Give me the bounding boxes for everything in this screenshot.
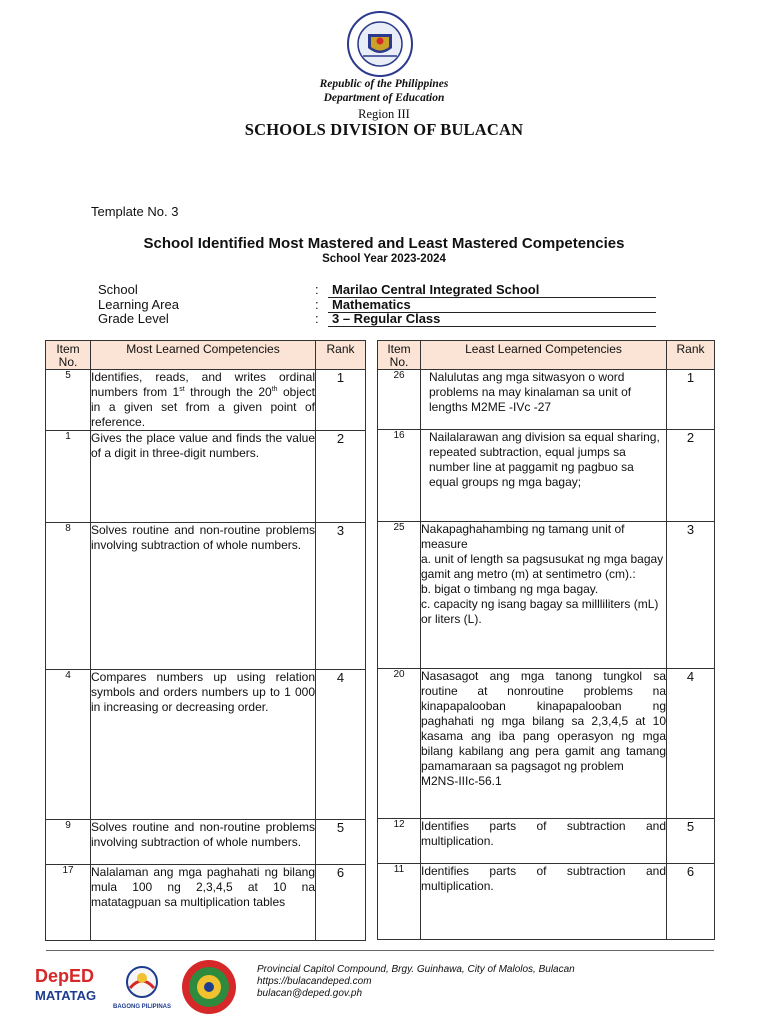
rank-value: 3 (316, 523, 366, 670)
table-row (378, 669, 715, 819)
rank-value: 6 (316, 865, 366, 941)
competency-text: Nalulutas ang mga sitwasyon o word problems na may kinalaman sa unit of lengths M2ME -IVc -27 (421, 370, 667, 430)
colon: : (315, 282, 319, 297)
school-year: School Year 2023-2024 (322, 253, 446, 265)
competency-text: Nalalaman ang mga paghahati ng bilang mula 100 ng 2,3,4,5 at 10 na matatagpuan sa multiplication tables (91, 865, 316, 941)
competency-text: Nailalarawan ang division sa equal sharing, repeated subtraction, equal jumps sa number line at paggamit ng pagbuo sa equal groups ng mga bagay; (421, 430, 667, 522)
svg-text:MATATAG: MATATAG (35, 988, 97, 1003)
rank-value: 2 (316, 431, 366, 523)
competency-text: Compares numbers up using relation symbols and orders numbers up to 1 000 in increasing or decreasing order. (91, 670, 316, 820)
rank-value: 1 (667, 370, 715, 430)
item-number: 17 (46, 865, 91, 941)
table-row (378, 522, 715, 669)
bagong-pilipinas-logo (112, 962, 172, 1012)
colon: : (315, 297, 319, 312)
item-number: 20 (378, 669, 421, 819)
rank-value: 3 (667, 522, 715, 669)
item-number: 9 (46, 820, 91, 865)
rank-value: 1 (316, 370, 366, 431)
rank-value: 6 (667, 864, 715, 940)
table-row (46, 820, 366, 865)
division-heading: SCHOOLS DIVISION OF BULACAN (244, 120, 524, 139)
competency-text: Nasasagot ang mga tanong tungkol sa routine at nonroutine problems na kinapapalooban kinapapalooban ng paghahati ng mga bilang sa 2,3,4,5 at 10 kasama ang iba pang operasyon ng mga bilang kabilang ang pera gamit ang tamang pamamaraan sa pagsagot ng problem M2NS-IIIc-56.1 (421, 669, 667, 819)
rank-header: Rank (316, 341, 366, 370)
footer-address: Provincial Capitol Compound, Brgy. Guinhawa, City of Malolos, Bulacan (257, 964, 575, 975)
footer-divider (46, 950, 714, 951)
competency-text: Solves routine and non-routine problems involving subtraction of whole numbers. (91, 523, 316, 670)
item-number: 26 (378, 370, 421, 430)
svg-text:BAGONG PILIPINAS: BAGONG PILIPINAS (112, 1004, 172, 1010)
item-number: 1 (46, 431, 91, 523)
competency-text: Nakapaghahambing ng tamang unit of measure a. unit of length sa pagsusukat ng mga bagay gamit ang metro (m) at sentimetro (cm).: b. bigat o timbang ng mga bagay. c. capacity ng isang bagay sa millliliters (mL) or liters (L). (421, 522, 667, 669)
table-row (46, 865, 366, 941)
rank-value: 5 (667, 819, 715, 864)
competency-text: Identifies, reads, and writes ordinal numbers from 1st through the 20th object in a given set from a given point of reference. (91, 370, 316, 429)
table-row (378, 430, 715, 522)
item-no-header: Item No. (378, 341, 421, 370)
republic-heading: Republic of the Philippines (319, 78, 449, 90)
department-heading: Department of Education (323, 92, 445, 104)
competency-text: Identifies parts of subtraction and multiplication. (421, 864, 667, 940)
competency-text: Identifies parts of subtraction and multiplication. (421, 819, 667, 864)
learning-area-value: Mathematics (328, 298, 656, 313)
table-row (46, 370, 366, 431)
footer-website[interactable]: https://bulacandeped.com (257, 976, 372, 987)
item-number: 4 (46, 670, 91, 820)
most-learned-table (45, 340, 366, 941)
svg-text:DepED: DepED (35, 966, 95, 986)
table-row (378, 370, 715, 430)
item-number: 11 (378, 864, 421, 940)
rank-value: 4 (316, 670, 366, 820)
bulacan-division-seal (178, 958, 240, 1016)
deped-matatag-logo (33, 960, 101, 1010)
rank-value: 5 (316, 820, 366, 865)
table-row (378, 864, 715, 940)
deped-seal-logo (335, 10, 425, 78)
least-learned-table (377, 340, 715, 940)
item-no-header: Item No. (46, 341, 91, 370)
rank-value: 4 (667, 669, 715, 819)
table-row (378, 819, 715, 864)
rank-value: 2 (667, 430, 715, 522)
item-number: 12 (378, 819, 421, 864)
footer-email[interactable]: bulacan@deped.gov.ph (257, 988, 363, 999)
grade-level-label: Grade Level (98, 311, 169, 326)
most-learned-header: Most Learned Competencies (91, 341, 316, 370)
competency-text: Solves routine and non-routine problems involving subtraction of whole numbers. (91, 820, 316, 865)
table-row (46, 431, 366, 523)
document-title: School Identified Most Mastered and Least Mastered Competencies (143, 235, 625, 252)
template-number: Template No. 3 (91, 204, 179, 219)
competency-text: Gives the place value and finds the value of a digit in three-digit numbers. (91, 431, 316, 523)
item-number: 16 (378, 430, 421, 522)
table-row (46, 670, 366, 820)
region-heading: Region III (358, 107, 410, 121)
school-label: School (98, 282, 138, 297)
least-learned-header: Least Learned Competencies (421, 341, 667, 370)
table-row (46, 523, 366, 670)
school-value: Marilao Central Integrated School (328, 283, 656, 298)
item-number: 8 (46, 523, 91, 670)
rank-header: Rank (667, 341, 715, 370)
learning-area-label: Learning Area (98, 297, 179, 312)
item-number: 25 (378, 522, 421, 669)
colon: : (315, 311, 319, 326)
grade-level-value: 3 – Regular Class (328, 312, 656, 327)
item-number: 5 (46, 370, 91, 431)
